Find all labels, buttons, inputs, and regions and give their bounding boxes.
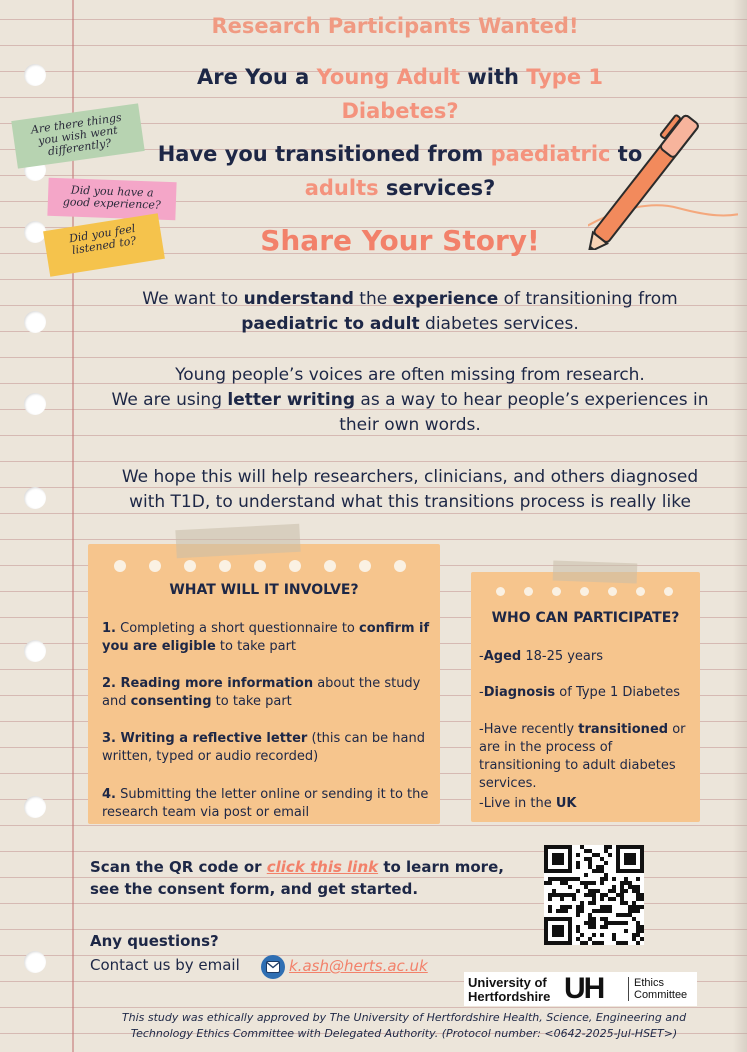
criterion-bold: UK (555, 796, 577, 811)
step-text: Submitting the letter online or sending it to the research team via post or email (102, 787, 429, 820)
binder-hole (24, 640, 46, 662)
box-hole (496, 587, 505, 596)
headline-text: to (610, 142, 643, 166)
tape-strip (553, 561, 638, 584)
email-icon[interactable] (261, 955, 285, 979)
box-hole (184, 560, 196, 572)
step-text: (this can be hand written, typed or audio recorded) (102, 731, 425, 764)
logo-mark: UH (564, 972, 604, 1005)
headline-highlight: Type 1 (526, 65, 603, 89)
intro-text: We want to (142, 289, 244, 309)
headline-highlight: Diabetes? (341, 99, 459, 123)
step-text: to take part (215, 639, 297, 654)
box-hole (580, 587, 589, 596)
headline-question-2 (140, 137, 660, 205)
box-hole (114, 560, 126, 572)
box-hole (324, 560, 336, 572)
ethics-footer: This study was ethically approved by The University of Hertfordshire Health, Science, Engineering and Technology Ethics Committee with Delegated Authority. (Protocol number: <0642-2025-Jul-HSET>) (121, 1011, 687, 1040)
criterion (479, 721, 697, 793)
logo-text: University of (468, 975, 547, 990)
headline-text: Are You a (197, 65, 317, 89)
binder-hole (24, 393, 46, 415)
criterion-text: of Type 1 Diabetes (555, 685, 681, 700)
headline-text: Have you transitioned from (157, 142, 491, 166)
involve-title: WHAT WILL IT INVOLVE? (169, 582, 359, 598)
intro-paragraph-3: We hope this will help researchers, clinicians, and others diagnosed with T1D, to understand what this transitions process is really like (121, 467, 699, 512)
banner-title: Research Participants Wanted! (211, 14, 579, 38)
criterion-bold: Aged (483, 649, 522, 664)
intro-bold: letter writing (227, 390, 355, 410)
headline-text: with (460, 65, 527, 89)
headline-highlight: Young Adult (316, 65, 461, 89)
questions-heading: Any questions? (90, 932, 219, 950)
involve-step (102, 620, 432, 656)
intro-text: of transitioning from (498, 289, 678, 309)
intro-bold: paediatric to adult (241, 314, 420, 334)
binder-hole (24, 64, 46, 86)
criterion (479, 648, 699, 666)
cta-text (90, 856, 530, 900)
step-number: 4. (102, 787, 116, 802)
logo-text: Hertfordshire (468, 989, 551, 1004)
criterion (479, 684, 699, 702)
cta-label: to learn more, see the consent form, and get started. (90, 858, 504, 898)
binder-hole (24, 487, 46, 509)
sticky-note: Are there things you wish went differently? (11, 103, 144, 168)
logo-divider (628, 977, 629, 1001)
criterion-text: - (479, 685, 484, 700)
intro-text: Young people’s voices are often missing from research. (175, 365, 645, 385)
logo-text: Committee (634, 989, 688, 1001)
box-hole (254, 560, 266, 572)
share-your-story-heading: Share Your Story! (260, 224, 540, 257)
step-bold: consenting (130, 694, 212, 709)
contact-label: Contact us by email (90, 956, 240, 974)
intro-bold: experience (392, 289, 499, 309)
sticky-note: Did you have a good experience? (47, 178, 176, 220)
involve-step (102, 786, 432, 822)
criterion-text: 18-25 years (521, 649, 604, 664)
criterion-bold: transitioned (578, 722, 669, 737)
binder-hole (24, 311, 46, 333)
binder-hole (24, 951, 46, 973)
box-hole (552, 587, 561, 596)
step-text: to take part (211, 694, 292, 709)
box-hole (524, 587, 533, 596)
pen-icon (588, 90, 738, 250)
intro-paragraph-2 (105, 363, 715, 438)
step-text: about the study and (102, 676, 421, 709)
criterion (479, 795, 699, 813)
criterion-text: or are in the process of transitioning to adult diabetes services. (479, 722, 686, 791)
headline-text: services? (378, 176, 496, 200)
involve-step (102, 730, 432, 766)
headline-highlight: paediatric (490, 142, 611, 166)
criterion-text: -Live in the (479, 796, 556, 811)
logo-university-name (468, 976, 550, 1004)
box-hole (149, 560, 161, 572)
step-number: 1. (102, 621, 116, 636)
step-number: 3. (102, 731, 116, 746)
involve-step (102, 675, 432, 711)
qr-code[interactable] (543, 845, 645, 945)
university-logo (464, 972, 697, 1006)
intro-text: the (353, 289, 393, 309)
intro-text: diabetes services. (419, 314, 579, 334)
box-hole (664, 587, 673, 596)
step-bold: Writing a reflective letter (115, 731, 308, 746)
step-number: 2. (102, 676, 116, 691)
cta-label: Scan the QR code or (90, 858, 267, 876)
participate-title: WHO CAN PARTICIPATE? (491, 610, 680, 626)
box-hole (636, 587, 645, 596)
logo-text: Ethics (634, 977, 664, 989)
box-hole (219, 560, 231, 572)
step-bold: Reading more information (115, 676, 314, 691)
criterion-text: -Have recently (479, 722, 579, 737)
step-bold: confirm if you are eligible (102, 621, 430, 654)
headline-question-1 (160, 60, 640, 128)
intro-text: as a way to hear people’s experiences in their own words. (339, 390, 709, 435)
criterion-bold: Diagnosis (483, 685, 556, 700)
intro-paragraph-1 (105, 287, 715, 337)
logo-ethics-committee (634, 977, 687, 1001)
box-hole (289, 560, 301, 572)
criterion-text: - (479, 649, 484, 664)
headline-highlight: adults (304, 176, 379, 200)
binder-hole (24, 796, 46, 818)
step-text: Completing a short questionnaire to (115, 621, 359, 636)
box-hole (394, 560, 406, 572)
box-hole (608, 587, 617, 596)
sticky-note: Did you feel listened to? (43, 213, 165, 277)
intro-bold: understand (243, 289, 354, 309)
email-link[interactable]: k.ash@herts.ac.uk (289, 957, 428, 975)
intro-text: We are using (111, 390, 228, 410)
study-link[interactable]: click this link (266, 858, 379, 876)
box-hole (359, 560, 371, 572)
